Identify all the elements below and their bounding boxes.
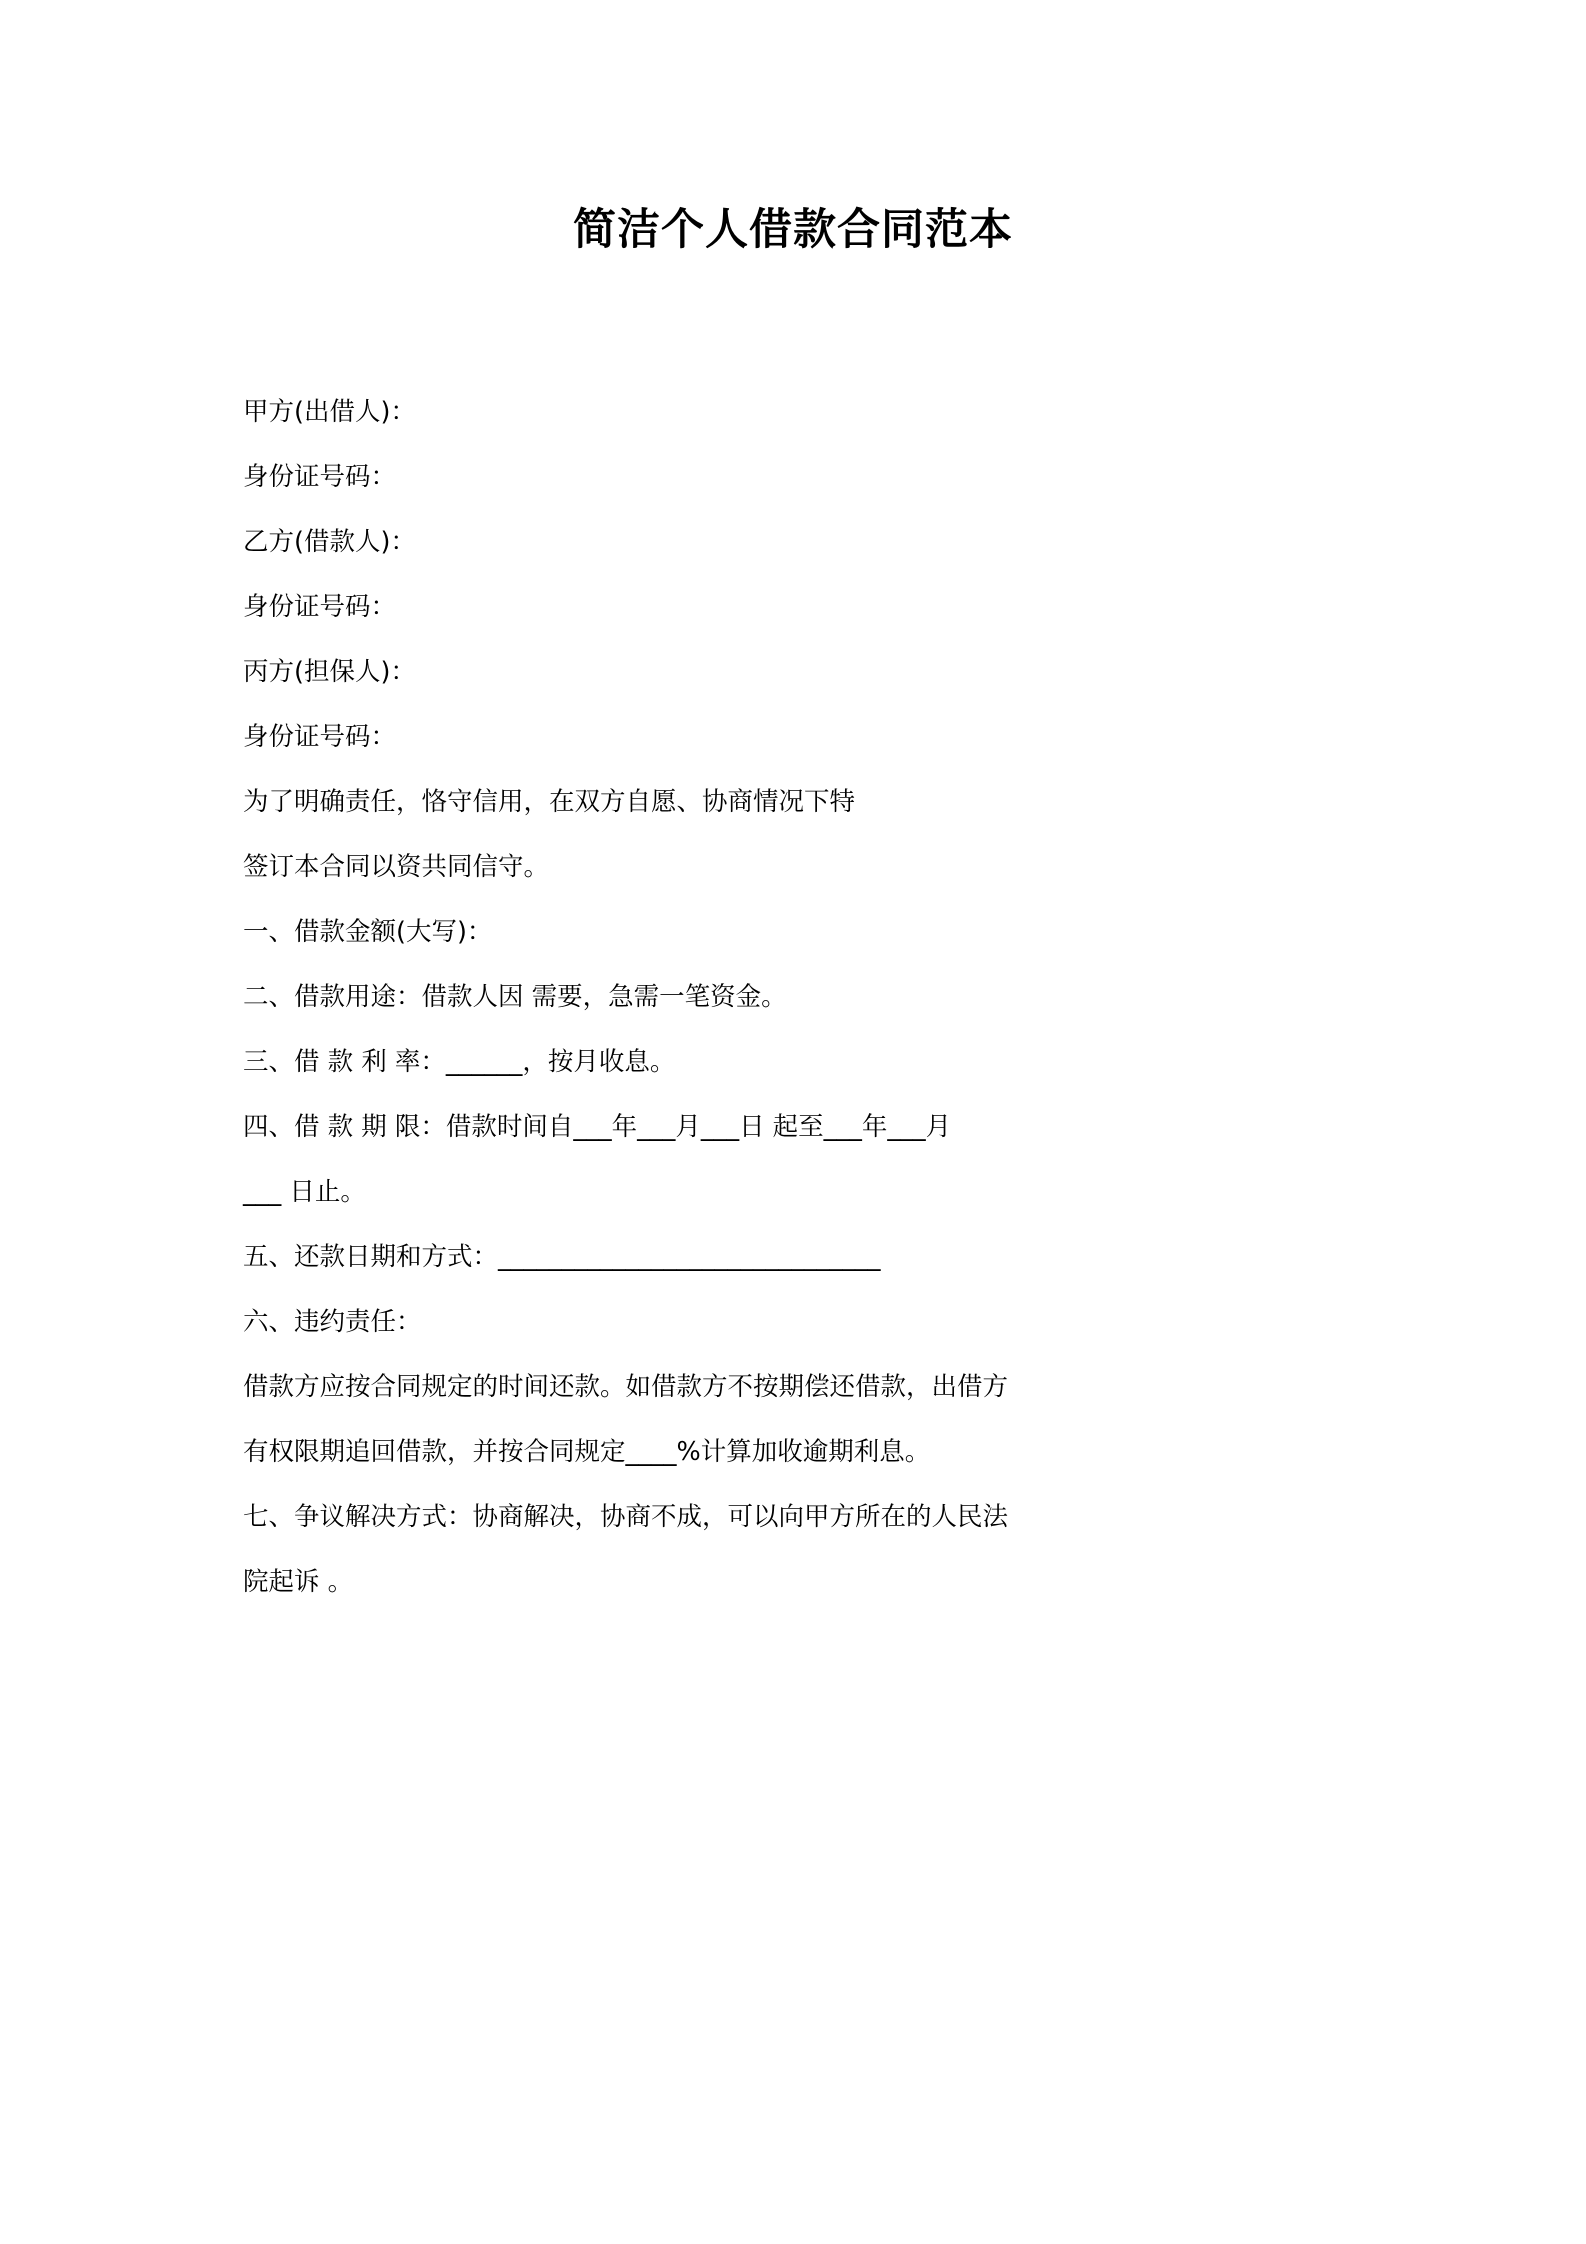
page-title: 简洁个人借款合同范本 [573, 205, 1013, 255]
clause-4-term: 四、借 款 期 限：借款时间自___年___月___日 起至___年___月 [243, 1112, 952, 1142]
clause-6-breach-text-2: 有权限期追回借款，并按合同规定____%计算加收逾期利息。 [243, 1437, 931, 1467]
paragraph-preamble-1: 为了明确责任，恪守信用，在双方自愿、协商情况下特 [243, 787, 856, 817]
paragraph-id-b: 身份证号码： [243, 592, 397, 622]
paragraph-id-c: 身份证号码： [243, 722, 397, 752]
paragraph-party-b: 乙方(借款人)： [243, 527, 416, 557]
paragraph-party-a: 甲方(出借人)： [243, 397, 416, 427]
clause-2-purpose: 二、借款用途：借款人因 需要，急需一笔资金。 [243, 982, 787, 1012]
clause-4-term-cont: ___ 日止。 [243, 1177, 366, 1207]
clause-6-breach-text-1: 借款方应按合同规定的时间还款。如借款方不按期偿还借款，出借方 [243, 1372, 1009, 1402]
paragraph-id-a: 身份证号码： [243, 462, 397, 492]
clause-6-breach: 六、违约责任： [243, 1307, 422, 1337]
document-body [243, 397, 1363, 1635]
clause-3-rate: 三、借 款 利 率：______，按月收息。 [243, 1047, 676, 1077]
clause-7-dispute: 七、争议解决方式：协商解决，协商不成，可以向甲方所在的人民法 [243, 1502, 1009, 1532]
paragraph-party-c: 丙方(担保人)： [243, 657, 416, 687]
clause-1-amount: 一、借款金额(大写)： [243, 917, 493, 947]
paragraph-preamble-2: 签订本合同以资共同信守。 [243, 852, 550, 882]
clause-5-repayment: 五、还款日期和方式：______________________________ [243, 1242, 881, 1272]
clause-7-dispute-cont: 院起诉 。 [243, 1567, 354, 1597]
